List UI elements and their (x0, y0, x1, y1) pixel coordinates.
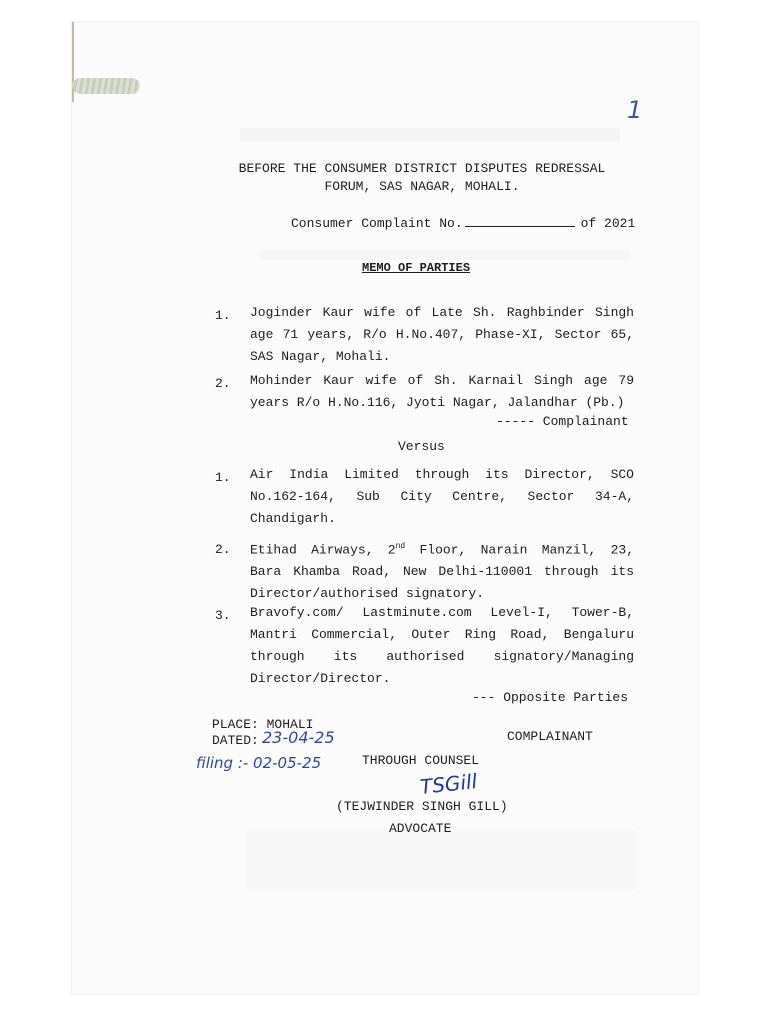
complainant-2-text: Mohinder Kaur wife of Sh. Karnail Singh age 79 years R/o H.No.116, Jyoti Nagar, Jalandhar (Pb.) (250, 373, 634, 410)
opposite-party-1-number: 1. (215, 470, 231, 485)
opposite-party-2-text-part1: Etihad Airways, 2 (250, 542, 396, 558)
opposite-party-2-number: 2. (215, 542, 231, 557)
show-through-shade (240, 128, 620, 142)
opposite-party-2-text-part2: Floor, Narain Manzil, 23, Bara Khamba Road, New Delhi-110001 through its Director/authorised signatory. (250, 542, 634, 602)
dated-handwritten: 23-04-25 (262, 728, 335, 747)
dated-label: DATED: (212, 733, 259, 748)
advocate-name: (TEJWINDER SINGH GILL) (336, 799, 508, 814)
advocate-signature: TSGill (418, 769, 479, 799)
complainant-1-number: 1. (215, 308, 231, 323)
place-label: PLACE: MOHALI (212, 717, 314, 732)
complainant-label: ----- Complainant (496, 414, 629, 429)
complainant-signature-label: COMPLAINANT (507, 729, 593, 744)
opposite-party-3-number: 3. (215, 608, 231, 623)
through-counsel-label: THROUGH COUNSEL (362, 753, 480, 768)
complaint-year: of 2021 (580, 216, 636, 231)
opposite-party-1-text: Air India Limited through its Director, SCO No.162-164, Sub City Centre, Sector 34-A, Chandigarh. (250, 467, 634, 526)
opposite-party-3-text: Bravofy.com/ Lastminute.com Level-I, Tower-B, Mantri Commercial, Outer Ring Road, Bengaluru through its authorised signatory/Managing Director/Director. (250, 605, 634, 686)
show-through-shade (260, 250, 630, 260)
complaint-label: Consumer Complaint No. (291, 216, 463, 231)
filing-date-handwritten: filing :- 02-05-25 (196, 754, 322, 772)
memo-title: MEMO OF PARTIES (362, 261, 471, 275)
opposite-party-2-text (250, 536, 634, 605)
complaint-number-line (291, 216, 635, 230)
complainant-2-number: 2. (215, 376, 231, 391)
opposite-parties-label: --- Opposite Parties (472, 690, 629, 705)
binding-thread (72, 78, 140, 94)
versus-label: Versus (398, 439, 445, 454)
complaint-number-blank (465, 216, 575, 227)
court-title-line2: FORUM, SAS NAGAR, MOHALI. (324, 179, 520, 194)
complainant-1-text: Joginder Kaur wife of Late Sh. Raghbinder Singh age 71 years, R/o H.No.407, Phase-XI, Sector 65, SAS Nagar, Mohali. (250, 305, 634, 364)
court-title-line1: BEFORE THE CONSUMER DISTRICT DISPUTES REDRESSAL (238, 161, 606, 176)
page-number: 1 (627, 96, 643, 124)
ordinal-suffix: nd (395, 542, 406, 551)
advocate-label: ADVOCATE (389, 821, 452, 836)
show-through-shade (246, 830, 636, 890)
